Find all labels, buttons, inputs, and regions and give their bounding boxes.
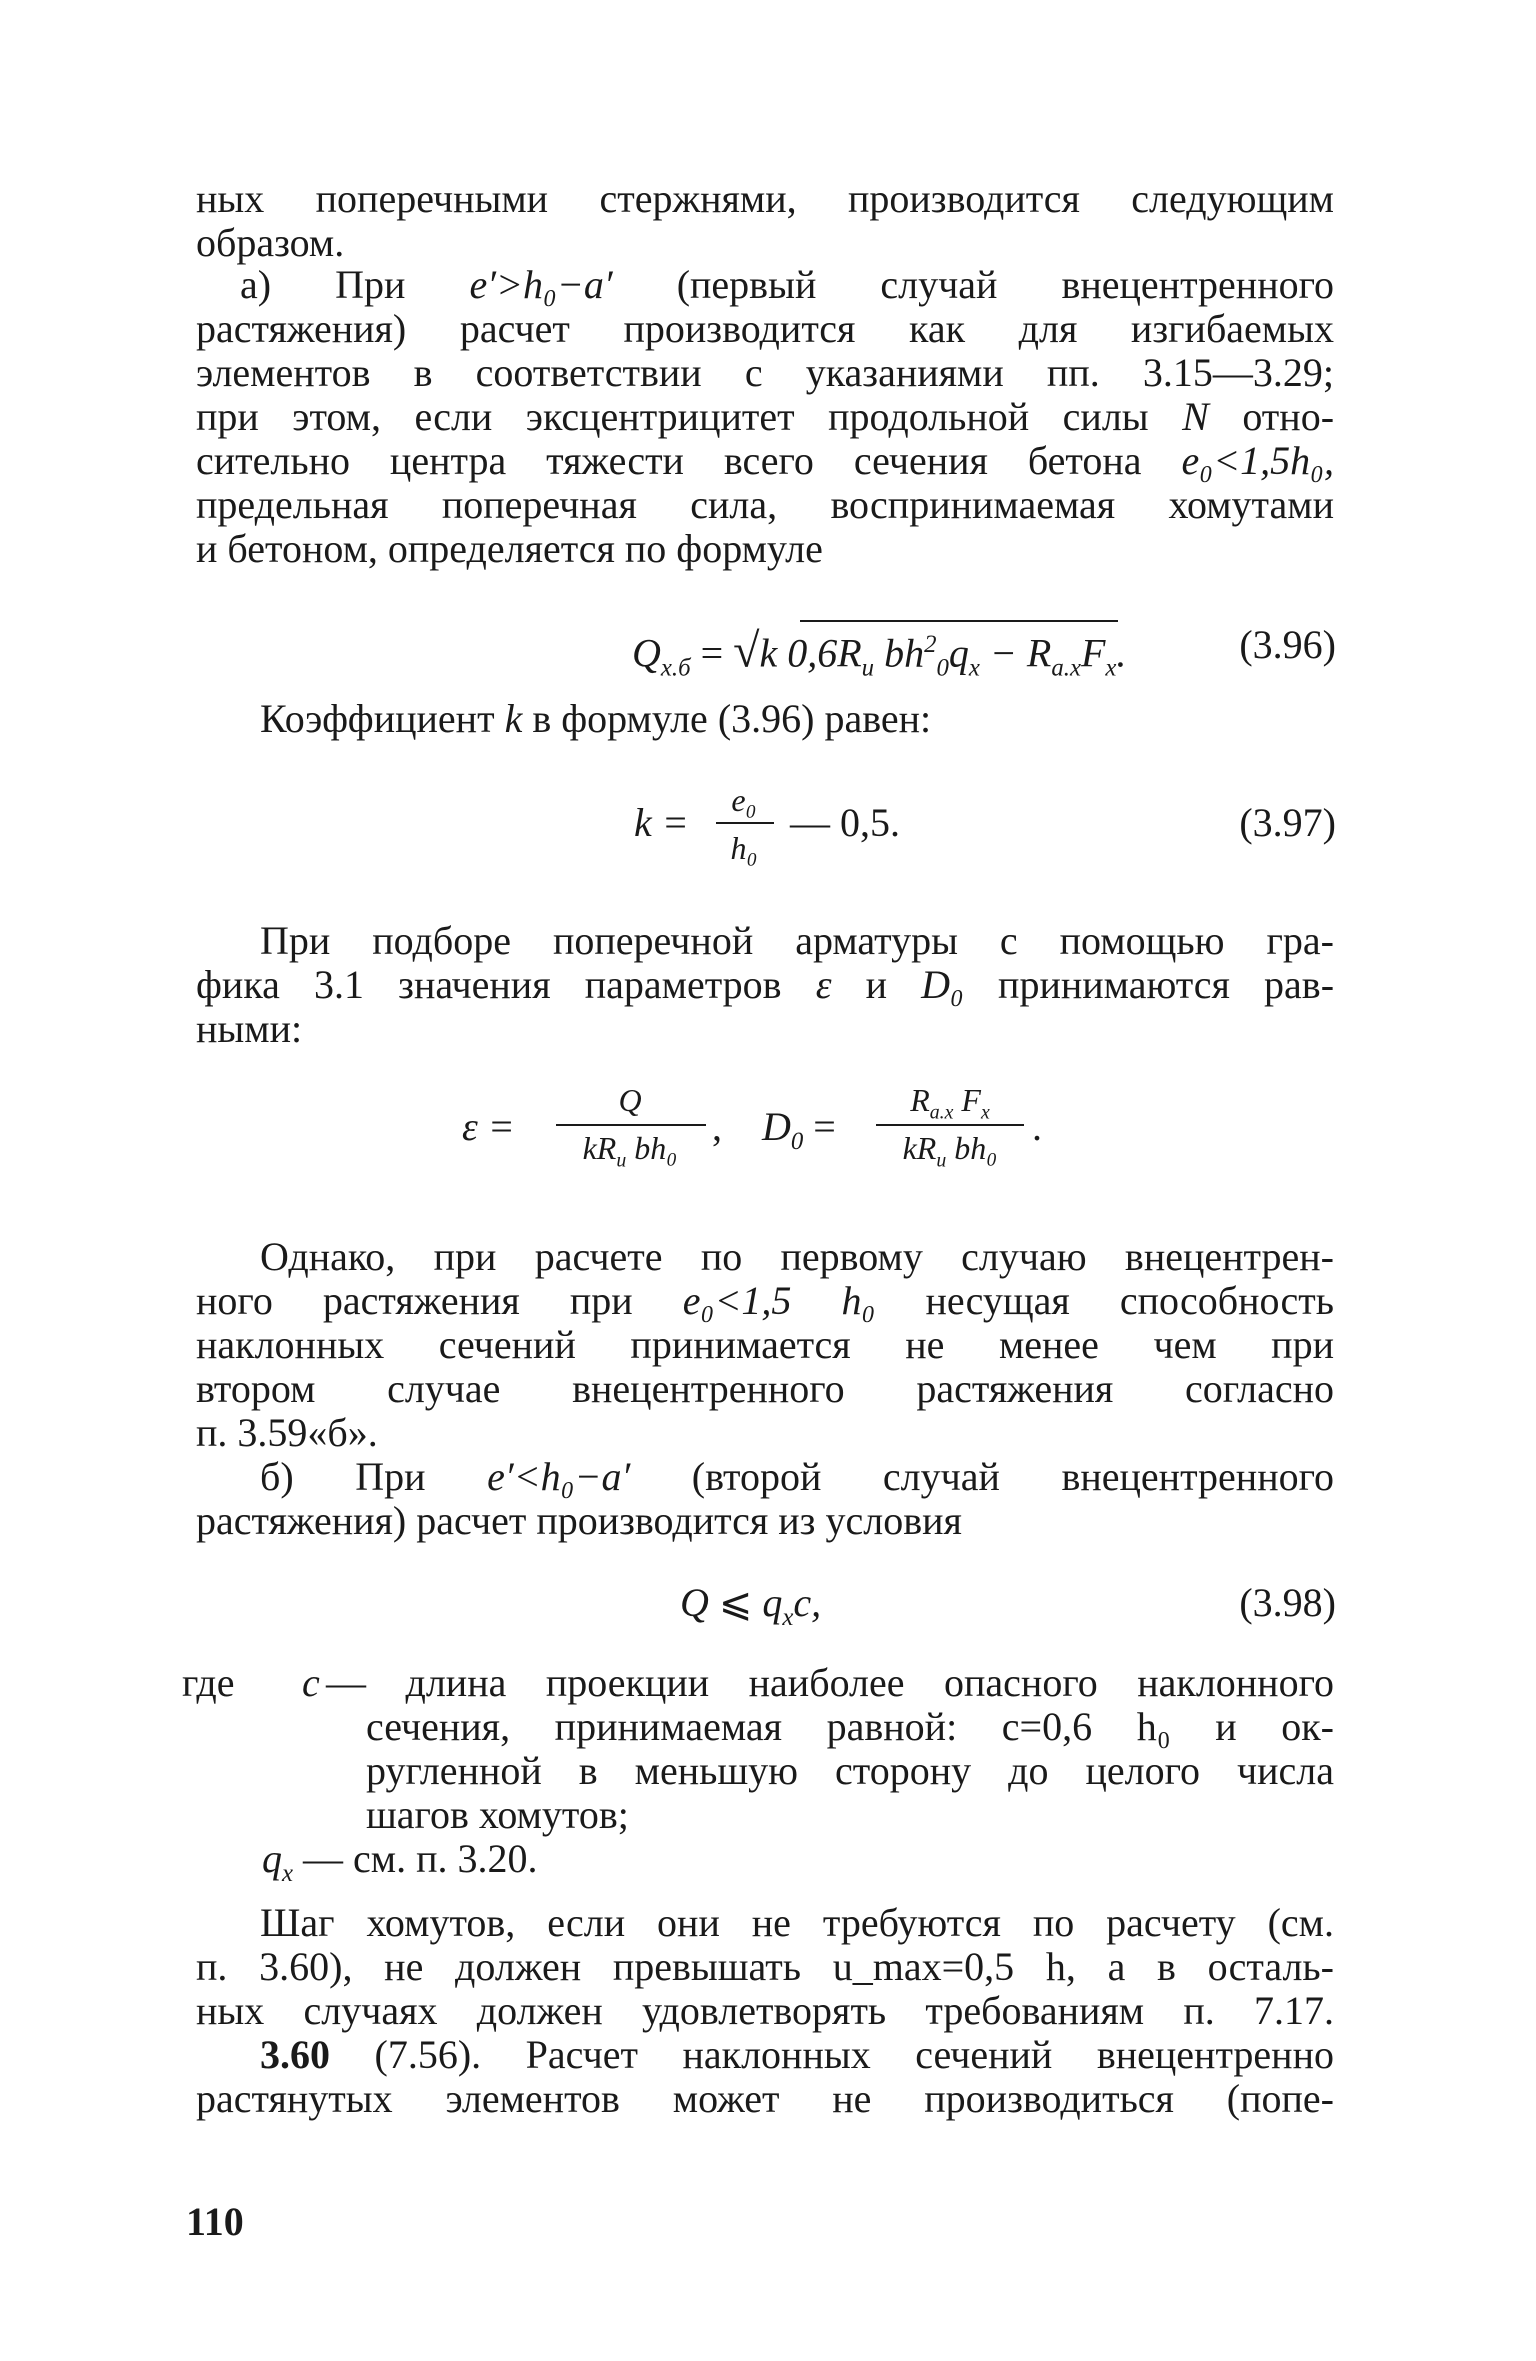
text-line-case-b: б) При e′<h₀−a′ (второй случай внецентренного (260, 1454, 1335, 1499)
text-line: ными: (196, 1006, 303, 1051)
text-line: п. 3.59«б». (196, 1410, 378, 1455)
fraction-denominator: $kR_и$ bh₀ (902, 1130, 998, 1172)
formula-3-96: $Q_{х.б} = √k$ $0,6R_и$ $bh^2_0q_х - R_{а.х}F_х$. (632, 624, 1127, 682)
text-line: Коэффициент k в формуле (3.96) равен: (260, 696, 932, 741)
formula-d0-lhs: $D_0$ = (762, 1104, 836, 1155)
text-line: фика 3.1 значения параметров ε и D₀ принимаются рав- (196, 962, 1335, 1007)
fraction-bar (556, 1124, 706, 1126)
text-line: растяжения) расчет производится из условия (196, 1498, 962, 1543)
page-number: 110 (186, 2199, 244, 2244)
qx-definition: $q_х$ — см. п. 3.20. (262, 1836, 538, 1887)
text-line: п. 3.60), не должен превышать u_max=0,5 h, а в осталь- (196, 1944, 1334, 1989)
text-line: и бетоном, определяется по формуле (196, 526, 823, 571)
text-line: шагов хомутов; (366, 1792, 629, 1837)
equation-number: (3.96) (1239, 622, 1336, 667)
where-label: где (182, 1660, 235, 1705)
text-line-case-a: а) При e′>h₀−a′ (первый случай внецентренного (240, 262, 1335, 307)
text-line: образом. (196, 220, 345, 265)
fraction-numerator: Q (618, 1082, 642, 1118)
text-line: ного растяжения при e₀<1,5 h₀ несущая способность (196, 1278, 1335, 1323)
text-line: ных случаях должен удовлетворять требованиям п. 7.17. (196, 1988, 1334, 2033)
text-line: Однако, при расчете по первому случаю внецентрен- (260, 1234, 1334, 1279)
fraction-bar (876, 1124, 1024, 1126)
formula-3-97-rest: — 0,5. (790, 800, 900, 845)
sqrt-sign: √ (733, 624, 760, 678)
text-line: — длина проекции наиболее опасного наклонного (326, 1660, 1334, 1705)
section-3-60-heading: 3.60 (7.56). Расчет наклонных сечений внецентренно (260, 2032, 1334, 2077)
equation-number: (3.98) (1239, 1580, 1336, 1625)
text-line: растянутых элементов может не производиться (попе- (196, 2076, 1334, 2121)
sqrt-overline (800, 620, 1118, 622)
fraction-denominator: $kR_и$ bh₀ (582, 1130, 678, 1172)
text-line: При подборе поперечной арматуры с помощью гра- (260, 918, 1334, 963)
formula-3-98: Q ⩽ $q_хc$, (680, 1580, 822, 1631)
text-line: наклонных сечений принимается не менее чем при (196, 1322, 1334, 1367)
fraction-denominator: h₀ (730, 830, 758, 866)
period: . (1032, 1104, 1042, 1149)
text-line: при этом, если эксцентрицитет продольной силы N отно- (196, 394, 1335, 439)
text-line: растяжения) расчет производится как для изгибаемых (196, 306, 1334, 351)
text-line: предельная поперечная сила, воспринимаемая хомутами (196, 482, 1334, 527)
formula-3-97-lhs: k = (634, 800, 689, 845)
fraction-numerator: e₀ (731, 782, 757, 818)
c-symbol: c (302, 1660, 320, 1705)
formula-eps-lhs: ε = (462, 1104, 515, 1149)
text-line: элементов в соответствии с указаниями пп. 3.15—3.29; (196, 350, 1334, 395)
equation-number: (3.97) (1239, 800, 1336, 845)
text-line: сительно центра тяжести всего сечения бетона e₀<1,5h₀, (196, 438, 1335, 483)
text-line: ругленной в меньшую сторону до целого числа (366, 1748, 1334, 1793)
fraction-bar (716, 822, 774, 824)
text-line: ных поперечными стержнями, производится следующим (196, 176, 1334, 221)
fraction-numerator: $R_{а.х}$ $F_х$ (910, 1082, 990, 1124)
comma: , (712, 1104, 722, 1149)
text-line: втором случае внецентренного растяжения согласно (196, 1366, 1334, 1411)
text-line: сечения, принимаемая равной: c=0,6 h₀ и ок- (366, 1704, 1334, 1749)
text-line: Шаг хомутов, если они не требуются по расчету (см. (260, 1900, 1334, 1945)
